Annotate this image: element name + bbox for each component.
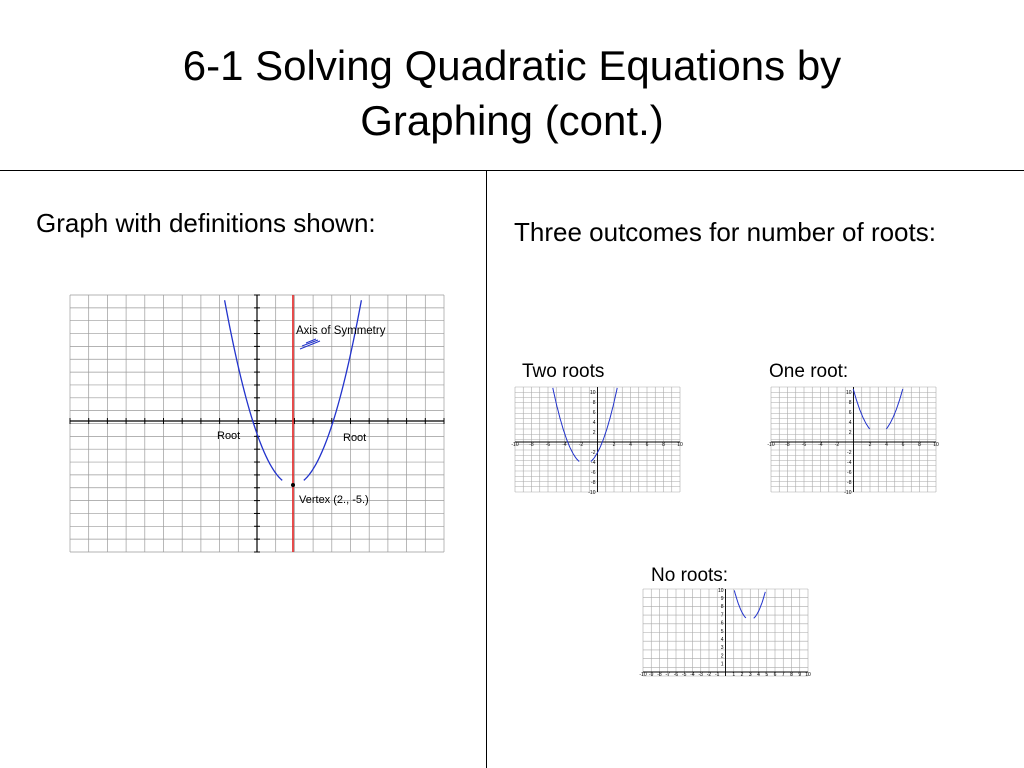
y-tick-label: 4 (848, 419, 852, 426)
x-tick-label: 2 (740, 672, 744, 678)
y-tick-label: 8 (720, 604, 724, 611)
x-tick-label: -10 (511, 442, 519, 448)
x-tick-label: -6 (545, 442, 551, 448)
two-roots-caption: Two roots (522, 361, 605, 382)
left-heading: Graph with definitions shown: (36, 208, 376, 238)
x-tick-label: -6 (673, 672, 679, 678)
axis-of-symmetry-pointer (300, 339, 320, 349)
title-divider (0, 170, 1024, 171)
y-tick-label: 10 (589, 389, 596, 396)
two-roots-graph (511, 387, 683, 496)
x-tick-label: -10 (767, 442, 775, 448)
y-tick-label: -2 (591, 449, 596, 456)
x-tick-label: 1 (732, 672, 736, 678)
y-tick-label: -10 (844, 489, 852, 496)
x-tick-label: -8 (785, 442, 790, 448)
y-tick-label: -4 (847, 459, 852, 466)
right-heading: Three outcomes for number of roots: (514, 217, 936, 247)
title-line-2: Graphing (cont.) (360, 97, 664, 144)
y-tick-label: -10 (588, 489, 596, 496)
x-tick-label: 10 (677, 442, 683, 448)
y-tick-label: 4 (592, 419, 596, 426)
y-tick-label: 8 (848, 399, 852, 406)
column-divider (486, 170, 487, 768)
y-tick-label: 2 (592, 429, 596, 436)
main-graph (70, 295, 444, 552)
x-tick-label: -1 (715, 672, 720, 678)
y-tick-label: 4 (720, 637, 724, 643)
x-tick-label: 4 (629, 442, 632, 448)
x-tick-label: 10 (805, 672, 811, 678)
parabola-curve (734, 590, 765, 618)
no-roots-graph (639, 587, 811, 678)
x-tick-label: 5 (765, 672, 769, 678)
y-tick-label: 2 (848, 429, 852, 436)
vertex-label: Vertex (2., -5.) (299, 494, 369, 506)
y-tick-label: -8 (847, 479, 852, 486)
x-tick-label: 8 (662, 442, 665, 448)
x-tick-label: -4 (818, 442, 823, 448)
y-tick-label: 10 (717, 587, 724, 594)
y-tick-label: 6 (720, 620, 724, 627)
right-root-label: Root (343, 432, 367, 444)
x-tick-label: 3 (748, 672, 752, 678)
y-tick-label: 7 (720, 612, 724, 619)
x-tick-label: -5 (682, 672, 687, 678)
y-tick-label: 1 (720, 661, 724, 668)
parabola-right-branch (754, 592, 766, 618)
x-tick-label: -2 (578, 442, 584, 448)
y-tick-label: 8 (592, 399, 596, 406)
y-tick-label: -6 (591, 469, 596, 476)
parabola-left-branch (225, 300, 283, 480)
y-tick-label: 10 (845, 389, 852, 396)
axis-of-symmetry-label: Axis of Symmetry (296, 325, 386, 337)
x-tick-label: 7 (781, 672, 785, 678)
x-tick-label: -8 (657, 672, 662, 678)
parabola-left-branch (553, 388, 579, 462)
parabola-curve (553, 388, 617, 462)
y-tick-label: -2 (847, 449, 852, 456)
slide-title (0, 38, 1024, 148)
y-tick-label: -6 (847, 469, 852, 476)
x-tick-label: 6 (773, 672, 777, 678)
one-root-graph (767, 387, 939, 496)
x-tick-label: -3 (698, 672, 703, 678)
y-tick-label: 2 (720, 653, 724, 660)
y-tick-label: 9 (720, 596, 724, 602)
x-tick-label: 8 (918, 442, 921, 448)
y-tick-label: -8 (591, 479, 596, 486)
x-tick-label: -2 (706, 672, 712, 678)
x-tick-label: -6 (801, 442, 807, 448)
x-tick-label: 4 (757, 672, 760, 678)
x-tick-label: -10 (639, 672, 647, 678)
x-tick-label: -4 (562, 442, 567, 448)
x-tick-label: 10 (933, 442, 939, 448)
y-tick-label: 5 (720, 628, 724, 635)
x-tick-label: 6 (901, 442, 905, 448)
y-tick-label: -4 (591, 459, 596, 466)
x-tick-label: -4 (690, 672, 695, 678)
x-tick-label: -8 (529, 442, 534, 448)
y-tick-label: 6 (848, 409, 852, 416)
one-root-caption: One root: (769, 361, 849, 382)
no-roots-caption: No roots: (651, 565, 729, 586)
x-tick-label: 2 (612, 442, 616, 448)
x-tick-label: 9 (798, 672, 802, 678)
y-tick-label: 3 (720, 645, 724, 652)
x-tick-label: 2 (868, 442, 872, 448)
vertex-point (291, 483, 295, 487)
x-tick-label: -7 (665, 672, 670, 678)
y-tick-label: 6 (592, 409, 596, 416)
parabola-left-branch (734, 590, 746, 618)
x-tick-label: 6 (645, 442, 649, 448)
x-tick-label: -2 (834, 442, 840, 448)
title-line-1: 6-1 Solving Quadratic Equations by (182, 42, 842, 89)
left-root-label: Root (217, 430, 241, 442)
x-tick-label: -9 (649, 672, 654, 678)
x-tick-label: 4 (885, 442, 888, 448)
x-tick-label: 8 (790, 672, 793, 678)
